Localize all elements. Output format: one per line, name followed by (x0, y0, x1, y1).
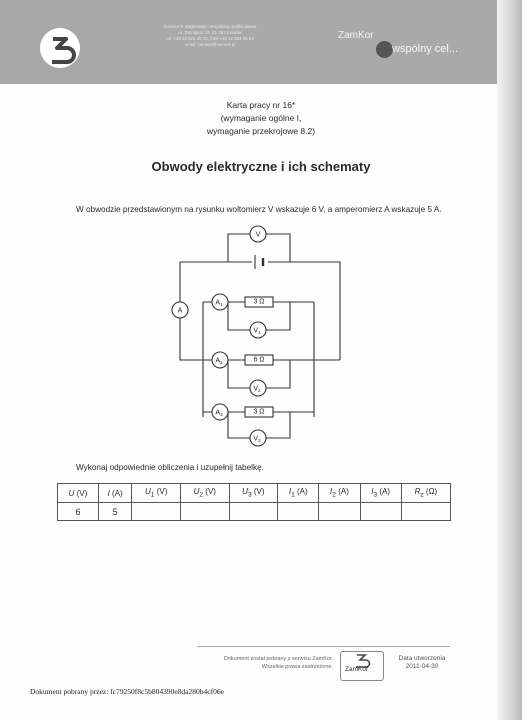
header-cell: I (A) (98, 484, 132, 503)
footer-note (165, 655, 333, 671)
results-table (57, 483, 451, 521)
card-line: Karta pracy nr 16* (226, 100, 296, 110)
header-cell: U (V) (58, 484, 99, 503)
header-cell: $I_3$ (A) (360, 484, 401, 503)
header-cell: $R_z$ (Ω) (401, 484, 450, 503)
table-header-row (58, 484, 451, 503)
card-number (0, 99, 522, 138)
instruction-text: Wykonaj odpowiednie obliczenia i uzupełnij tabelkę. (76, 463, 264, 472)
voltmeter-main-label: V (255, 231, 261, 239)
creation-date (387, 655, 457, 671)
ammeter-2-label: $A_2$ (215, 357, 223, 365)
footer-note-line: Wszelkie prawa zastrzeżone. (261, 664, 333, 670)
brand-name: ZamKor (338, 30, 374, 41)
ammeter-3-label: $A_3$ (215, 409, 223, 417)
voltmeter-2-label: $V_2$ (253, 385, 261, 393)
ammeter-1-label: $A_1$ (215, 299, 223, 307)
header-cell: $I_2$ (A) (319, 484, 360, 503)
value-cell-i1[interactable] (278, 503, 319, 521)
brand-slogan: wspólny cel... (392, 43, 459, 55)
footer-note-line: Dokument został pobrany z serwisu ZamKor. (223, 656, 333, 662)
company-line: ul. Tetmajera 19, 31-352 Kraków (178, 30, 242, 35)
company-address (115, 24, 305, 48)
value-cell-u2[interactable] (180, 503, 229, 521)
resistor-1-label: 3 Ω (253, 298, 265, 306)
header-cell: $U_2$ (V) (180, 484, 229, 503)
company-line: ZamKor P. Sagnowski i Wspólnicy spółka jawna (163, 24, 257, 29)
value-cell-rz[interactable] (401, 503, 450, 521)
header-cell: $U_3$ (V) (229, 484, 278, 503)
circuit-diagram (160, 222, 360, 452)
resistor-2-label: 6 Ω (253, 356, 265, 364)
header-cell: $U_1$ (V) (132, 484, 181, 503)
brand-mark-icon (376, 41, 393, 58)
creation-date-label: Data utworzenia (398, 655, 446, 662)
value-cell-i2[interactable] (319, 503, 360, 521)
downloaded-by-code: fc79250f8c5b804390e8da280b4cf06e (110, 687, 224, 696)
value-cell-u: 6 (58, 503, 99, 521)
downloaded-by (30, 687, 224, 696)
voltmeter-3-label: $V_3$ (253, 435, 261, 443)
value-cell-i3[interactable] (360, 503, 401, 521)
resistor-3-label: 3 Ω (253, 408, 265, 416)
creation-date-value: 2011-04-30 (405, 663, 439, 670)
card-line: (wymaganie ogólne I, (220, 113, 302, 123)
header-cell: $I_1$ (A) (278, 484, 319, 503)
ammeter-main-label: A (177, 307, 183, 315)
downloaded-by-label: Dokument pobrany przez: (30, 687, 109, 696)
card-line: wymaganie przekrojowe 8.2) (206, 126, 316, 136)
company-line: tel. +48 12 623 25 00, faks +48 12 623 25 24 (166, 36, 254, 41)
value-cell-u1[interactable] (132, 503, 181, 521)
footer-logo-text: ZamKor (345, 666, 369, 673)
value-cell-u3[interactable] (229, 503, 278, 521)
voltmeter-1-label: $V_1$ (253, 327, 261, 335)
task-text: W obwodzie przedstawionym na rysunku woltomierz V wskazuje 6 V, a amperomierz A wskazuje 5 A. (76, 205, 442, 214)
company-line: email: zamkor@zamkor.pl (184, 42, 236, 47)
table-row (58, 503, 451, 521)
value-cell-i: 5 (98, 503, 132, 521)
zamkor-logo-icon (40, 28, 80, 68)
page-title: Obwody elektryczne i ich schematy (151, 159, 371, 174)
footer-divider (197, 646, 450, 647)
